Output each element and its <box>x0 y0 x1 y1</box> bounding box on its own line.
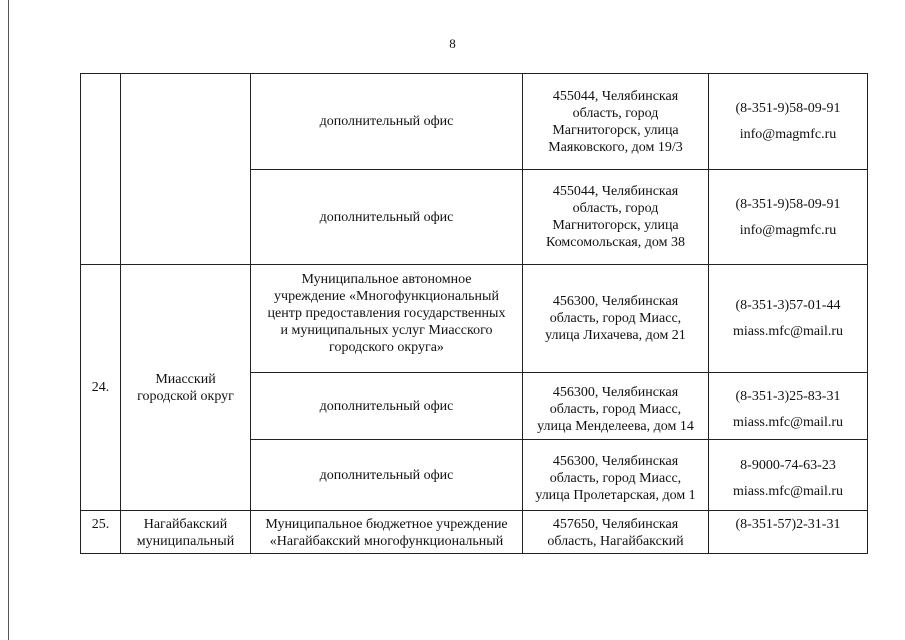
address-line: 457650, Челябинская <box>552 517 679 532</box>
address-cell <box>523 265 709 373</box>
district-line: городской округ <box>137 388 234 404</box>
contact-cell <box>709 74 868 170</box>
address-line: 456300, Челябинская <box>552 294 679 309</box>
phone-number: (8-351-57)2-31-31 <box>735 517 841 532</box>
office-name-cell <box>251 511 523 554</box>
address-line: 455044, Челябинская <box>552 88 679 104</box>
office-name-cell: дополнительный офис <box>251 440 523 511</box>
contact-cell <box>709 373 868 440</box>
district-cell-empty <box>121 74 251 265</box>
address-cell <box>523 74 709 170</box>
page-left-edge-line <box>8 0 9 640</box>
address-cell <box>523 170 709 265</box>
address-cell <box>523 511 709 554</box>
phone-number: (8-351-3)25-83-31 <box>735 388 841 404</box>
office-line: Муниципальное автономное <box>301 272 472 287</box>
office-name-cell: дополнительный офис <box>251 74 523 170</box>
phone-number: (8-351-9)58-09-91 <box>735 196 841 212</box>
phone-number: (8-351-9)58-09-91 <box>735 101 841 116</box>
address-line: Комсомольская, дом 38 <box>546 235 685 250</box>
office-line: центр предоставления государственных <box>267 306 506 321</box>
office-name-cell: дополнительный офис <box>251 373 523 440</box>
address-line: Магнитогорск, улица <box>552 122 679 138</box>
address-line: улица Менделеева, дом 14 <box>537 418 694 434</box>
address-line: улица Лихачева, дом 21 <box>545 328 686 343</box>
district-cell <box>121 265 251 511</box>
address-line: улица Пролетарская, дом 1 <box>535 487 696 503</box>
address-line: область, город Миасс, <box>549 311 682 326</box>
contact-cell <box>709 440 868 511</box>
address-line: 456300, Челябинская <box>552 453 679 469</box>
office-line: Муниципальное бюджетное учреждение <box>265 517 508 532</box>
email-address: info@magmfc.ru <box>739 222 837 238</box>
email-address: miass.mfc@mail.ru <box>732 483 844 499</box>
office-line: городского округа» <box>329 340 444 355</box>
contact-cell <box>709 511 868 554</box>
contact-cell <box>709 265 868 373</box>
number-cell-empty <box>81 74 121 265</box>
table-row <box>81 74 868 170</box>
address-line: область, город <box>572 105 659 121</box>
row-number: 24. <box>81 265 121 511</box>
row-number: 25. <box>81 511 121 554</box>
office-line: и муниципальных услуг Миасского <box>280 323 493 338</box>
district-line: Миасский <box>155 371 216 387</box>
table-row <box>81 265 868 373</box>
office-line: учреждение «Многофункциональный <box>274 289 499 304</box>
district-line: Нагайбакский <box>143 517 228 532</box>
page-number: 8 <box>449 36 456 51</box>
phone-number: 8-9000-74-63-23 <box>740 457 836 473</box>
address-line: 456300, Челябинская <box>552 384 679 400</box>
address-line: 455044, Челябинская <box>552 184 679 199</box>
address-cell <box>523 373 709 440</box>
phone-number: (8-351-3)57-01-44 <box>735 298 841 313</box>
office-name-cell <box>251 265 523 373</box>
office-line: «Нагайбакский многофункциональный <box>269 534 504 549</box>
email-address: info@magmfc.ru <box>739 127 837 142</box>
address-line: область, город Миасс, <box>549 470 682 486</box>
address-line: область, город <box>572 201 659 216</box>
office-name-cell: дополнительный офис <box>251 170 523 265</box>
mfc-offices-table <box>80 73 868 554</box>
address-line: Маяковского, дом 19/3 <box>548 139 683 155</box>
email-address: miass.mfc@mail.ru <box>732 324 844 339</box>
address-line: область, Нагайбакский <box>547 534 684 549</box>
email-address: miass.mfc@mail.ru <box>732 414 844 430</box>
address-line: область, город Миасс, <box>549 401 682 417</box>
contact-cell <box>709 170 868 265</box>
district-line: муниципальный <box>136 534 235 549</box>
address-cell <box>523 440 709 511</box>
table-row <box>81 511 868 554</box>
address-line: Магнитогорск, улица <box>552 218 679 233</box>
district-cell <box>121 511 251 554</box>
